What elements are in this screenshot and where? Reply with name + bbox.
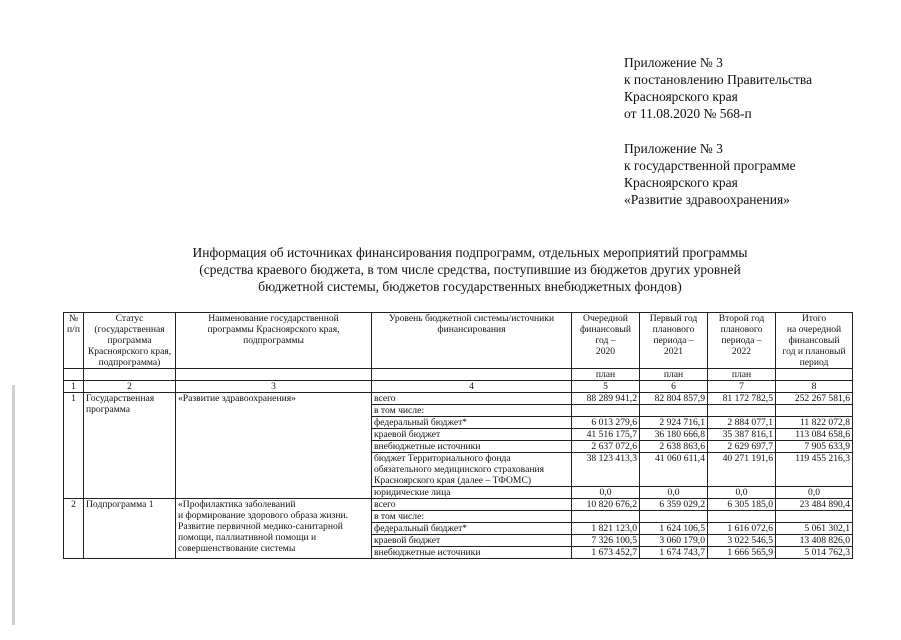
column-number: 7	[708, 381, 776, 393]
appendix-to-program	[624, 140, 796, 208]
table-row	[64, 499, 853, 511]
value-2022: 35 387 816,1	[708, 429, 776, 441]
value-2021: 0,0	[640, 487, 708, 499]
financing-level: внебюджетные источники	[372, 547, 572, 559]
column-number: 5	[572, 381, 640, 393]
value-total: 11 822 072,8	[776, 417, 853, 429]
financing-level: бюджет Территориального фонда обязательного медицинского страхования Красноярского края (далее – ТФОМС)	[372, 453, 572, 487]
value-2022: 3 022 546,5	[708, 535, 776, 547]
row-program-name: «Развитие здравоохранения»	[176, 393, 372, 499]
value-total: 252 267 581,6	[776, 393, 853, 405]
appendix-line: к постановлению Правительства	[624, 72, 813, 87]
column-number: 4	[372, 381, 572, 393]
value-2021: 41 060 611,4	[640, 453, 708, 487]
header-num: № п/п	[64, 313, 84, 369]
financing-level: в том числе:	[372, 405, 572, 417]
value-2020: 7 326 100,5	[572, 535, 640, 547]
value-2022: 2 629 697,7	[708, 441, 776, 453]
appendix-line: Красноярского края	[624, 89, 738, 104]
header-name: Наименование государственной программы Красноярского края, подпрограммы	[176, 313, 372, 369]
title-line: Информация об источниках финансирования подпрограмм, отдельных мероприятий программы	[192, 245, 748, 260]
value-2021: 82 804 857,9	[640, 393, 708, 405]
value-2021: 36 180 666,8	[640, 429, 708, 441]
value-2022: 40 271 191,6	[708, 453, 776, 487]
value-2020: 10 820 676,2	[572, 499, 640, 511]
value-2022: 81 172 782,5	[708, 393, 776, 405]
column-number: 3	[176, 381, 372, 393]
appendix-line: Красноярского края	[624, 175, 738, 190]
appendix-line: Приложение № 3	[624, 141, 723, 156]
column-number: 1	[64, 381, 84, 393]
financing-level: в том числе:	[372, 511, 572, 523]
plan-label: план	[708, 369, 776, 381]
row-status: Подпрограмма 1	[84, 499, 176, 559]
table-header-row	[64, 313, 853, 369]
value-total: 113 084 658,6	[776, 429, 853, 441]
value-2022: 1 616 072,6	[708, 523, 776, 535]
value-2022: 1 666 565,9	[708, 547, 776, 559]
row-number: 1	[64, 393, 84, 499]
value-total: 119 455 216,3	[776, 453, 853, 487]
row-program-name: «Профилактика заболеваний и формирование здорового образа жизни. Развитие первичной медико-санитарной помощи, паллиативной помощи и совершенствование системы	[176, 499, 372, 559]
value-2020: 6 013 279,6	[572, 417, 640, 429]
appendix-line: Приложение № 3	[624, 55, 723, 70]
value-total: 5 014 762,3	[776, 547, 853, 559]
value-2022: 2 884 077,1	[708, 417, 776, 429]
value-2021: 2 638 863,6	[640, 441, 708, 453]
financing-table	[63, 312, 853, 559]
value-2021: 1 674 743,7	[640, 547, 708, 559]
financing-level: внебюджетные источники	[372, 441, 572, 453]
column-number: 8	[776, 381, 853, 393]
value-2020: 38 123 413,3	[572, 453, 640, 487]
financing-level: федеральный бюджет*	[372, 417, 572, 429]
value-total: 7 905 633,9	[776, 441, 853, 453]
appendix-line: от 11.08.2020 № 568-п	[624, 106, 752, 121]
plan-label-row	[64, 369, 853, 381]
financing-level: краевой бюджет	[372, 429, 572, 441]
row-number: 2	[64, 499, 84, 559]
row-status: Государственная программа	[84, 393, 176, 499]
value-2021: 6 359 029,2	[640, 499, 708, 511]
financing-level: федеральный бюджет*	[372, 523, 572, 535]
appendix-line: к государственной программе	[624, 158, 796, 173]
scan-edge-shadow	[12, 385, 15, 625]
header-year-2021: Первый год планового периода – 2021	[640, 313, 708, 369]
value-2020: 88 289 941,2	[572, 393, 640, 405]
financing-level: всего	[372, 499, 572, 511]
value-2021: 2 924 716,1	[640, 417, 708, 429]
plan-label: план	[640, 369, 708, 381]
appendix-to-resolution	[624, 54, 812, 122]
financing-level: всего	[372, 393, 572, 405]
header-status: Статус (государственная программа Красноярского края, подпрограмма)	[84, 313, 176, 369]
header-level: Уровень бюджетной системы/источники финансирования	[372, 313, 572, 369]
title-line: бюджетной системы, бюджетов государственных внебюджетных фондов)	[258, 279, 682, 294]
value-total: 13 408 826,0	[776, 535, 853, 547]
value-2021: 3 060 179,0	[640, 535, 708, 547]
value-2020: 0,0	[572, 487, 640, 499]
value-2022: 0,0	[708, 487, 776, 499]
appendix-line: «Развитие здравоохранения»	[624, 192, 790, 207]
header-year-2020: Очередной финансовый год – 2020	[572, 313, 640, 369]
value-2020: 41 516 175,7	[572, 429, 640, 441]
value-total: 23 484 890,4	[776, 499, 853, 511]
document-title	[110, 244, 830, 295]
table-row	[64, 393, 853, 405]
financing-level: краевой бюджет	[372, 535, 572, 547]
title-line: (средства краевого бюджета, в том числе средства, поступившие из бюджетов других уровней	[199, 262, 741, 277]
column-number: 6	[640, 381, 708, 393]
value-2020: 2 637 072,6	[572, 441, 640, 453]
value-2021: 1 624 106,5	[640, 523, 708, 535]
plan-label: план	[572, 369, 640, 381]
column-number: 2	[84, 381, 176, 393]
header-total: Итого на очередной финансовый год и плановый период	[776, 313, 853, 369]
column-number-row	[64, 381, 853, 393]
value-total: 0,0	[776, 487, 853, 499]
value-total: 5 061 302,1	[776, 523, 853, 535]
header-year-2022: Второй год планового периода – 2022	[708, 313, 776, 369]
value-2022: 6 305 185,0	[708, 499, 776, 511]
value-2020: 1 673 452,7	[572, 547, 640, 559]
financing-level: юридические лица	[372, 487, 572, 499]
value-2020: 1 821 123,0	[572, 523, 640, 535]
